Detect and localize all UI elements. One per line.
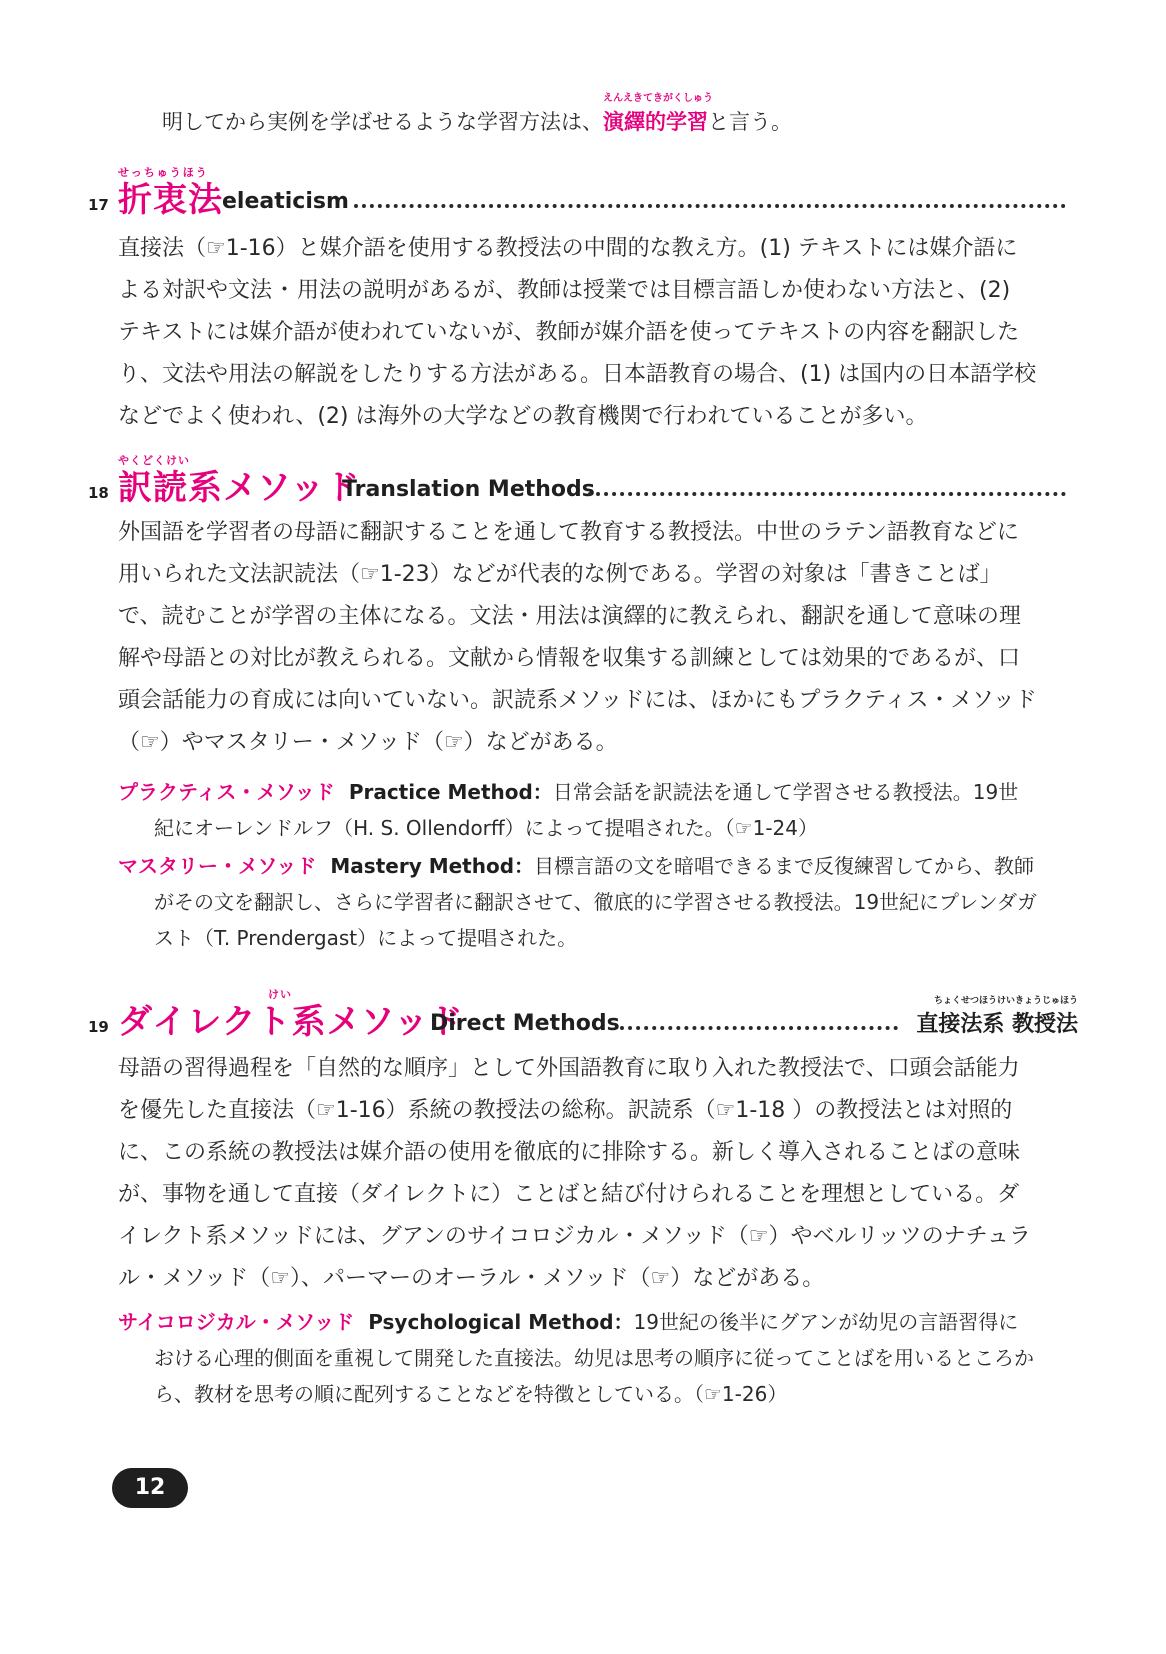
sub-term: サイコロジカル・メソッド bbox=[118, 1310, 355, 1334]
associated-text: 直接法系 教授法 bbox=[916, 1012, 1078, 1037]
keyword-ruby: えんえきてきがくしゅう bbox=[603, 93, 713, 104]
entry-18-body: 外国語を学習者の母語に翻訳することを通して教育する教授法。中世のラテン語教育などに用いられた文法訳読法（☞1-23）などが代表的な例である。学習の対象は「書きことば」で、読むことが学習の主体になる。文法・用法は演繹的に教えられ、翻訳を通して意味の理解や母語との対比が教えられる。文献から情報を収集する訓練としては効果的であるが、口頭会話能力の育成には向いていない。訳読系メソッドには、ほかにもプラクティス・メソッド（☞）やマスタリー・メソッド（☞）などがある。 bbox=[118, 520, 1037, 755]
entry-title: 折衷法 bbox=[118, 180, 223, 220]
intro-text-after: と言う。 bbox=[708, 110, 792, 134]
dotted-leader bbox=[620, 1026, 898, 1030]
entry-title: ダイレクト系メソッド bbox=[118, 1002, 464, 1042]
entry-17-heading bbox=[88, 164, 1078, 220]
keyword-deductive-learning bbox=[603, 93, 713, 136]
entry-english: Translation Methods bbox=[342, 477, 595, 502]
sub-entry-mastery-method bbox=[118, 848, 1038, 956]
entry-title: 訳読系メソッド bbox=[118, 468, 361, 508]
entry-title-block bbox=[118, 988, 464, 1042]
entry-title-block bbox=[118, 166, 223, 220]
sub-text: 日常会話を訳読法を通して学習させる教授法。19世紀にオーレンドルフ（H. S. Ollendorff）によって提唱された。（☞1-24） bbox=[154, 780, 1019, 840]
entry-title-block bbox=[118, 454, 361, 508]
sub-term: マスタリー・メソッド bbox=[118, 854, 317, 878]
entry-19-heading bbox=[88, 986, 1078, 1042]
sub-text: 19世紀の後半にグアンが幼児の言語習得における心理的側面を重視して開発した直接法。幼児は思考の順序に従ってことばを用いるところから、教材を思考の順に配列することなどを特徴としている。（☞1-26） bbox=[154, 1310, 1034, 1406]
keyword-text: 演繹的学習 bbox=[603, 110, 708, 134]
associated-ruby: ちょくせつほうけいきょうじゅほう bbox=[933, 996, 1078, 1006]
entry-ruby: せっちゅうほう bbox=[118, 166, 209, 179]
entry-number: 17 bbox=[88, 196, 109, 214]
associated-term bbox=[916, 996, 1078, 1038]
entry-ruby: けい bbox=[268, 988, 292, 1001]
entry-english: Direct Methods bbox=[430, 1011, 620, 1036]
entry-18-heading bbox=[88, 452, 1078, 508]
sub-term: プラクティス・メソッド bbox=[118, 780, 335, 804]
entry-number: 18 bbox=[88, 484, 109, 502]
intro-line bbox=[162, 93, 1062, 136]
dotted-leader bbox=[588, 492, 1066, 496]
entry-17-body: 直接法（☞1-16）と媒介語を使用する教授法の中間的な教え方。(1) テキストには媒介語による対訳や文法 ･ 用法の説明があるが、教師は授業では目標言語しか使わない方法と、(2) テキストには媒介語が使われていないが、教師が媒介語を使ってテキストの内容を翻訳したり、文法や用法の解説をしたりする方法がある。日本語教育の場合、(1) は国内の日本語学校などでよく使われ、(2) は海外の大学などの教育機関で行われていることが多い。 bbox=[118, 236, 1037, 429]
sub-entry-psychological-method bbox=[118, 1304, 1038, 1412]
entry-english: eleaticism bbox=[222, 189, 349, 214]
entry-ruby: やくどくけい bbox=[118, 454, 190, 467]
sub-entry-practice-method bbox=[118, 774, 1038, 846]
intro-text-before: 明してから実例を学ばせるような学習方法は、 bbox=[162, 110, 603, 134]
sub-english: Mastery Method： bbox=[330, 854, 535, 878]
sub-english: Psychological Method： bbox=[368, 1310, 634, 1334]
entry-19-body: 母語の習得過程を「自然的な順序」として外国語教育に取り入れた教授法で、口頭会話能力を優先した直接法（☞1-16）系統の教授法の総称。訳読系（☞1-18 ）の教授法とは対照的に、この系統の教授法は媒介語の使用を徹底的に排除する。新しく導入されることばの意味が、事物を通して直接（ダイレクトに）ことばと結び付けられることを理想としている。ダイレクト系メソッドには、グアンのサイコロジカル・メソッド（☞）やベルリッツのナチュラル・メソッド（☞）、パーマーのオーラル・メソッド（☞）などがある。 bbox=[118, 1056, 1031, 1291]
page-number-badge: 12 bbox=[112, 1468, 188, 1508]
sub-english: Practice Method： bbox=[348, 780, 553, 804]
sub-text: 目標言語の文を暗唱できるまで反復練習してから、教師がその文を翻訳し、さらに学習者に翻訳させて、徹底的に学習させる教授法。19世紀にプレンダガスト（T. Prendergast）によって提唱された。 bbox=[154, 854, 1037, 950]
entry-number: 19 bbox=[88, 1018, 109, 1036]
dotted-leader bbox=[354, 204, 1066, 208]
